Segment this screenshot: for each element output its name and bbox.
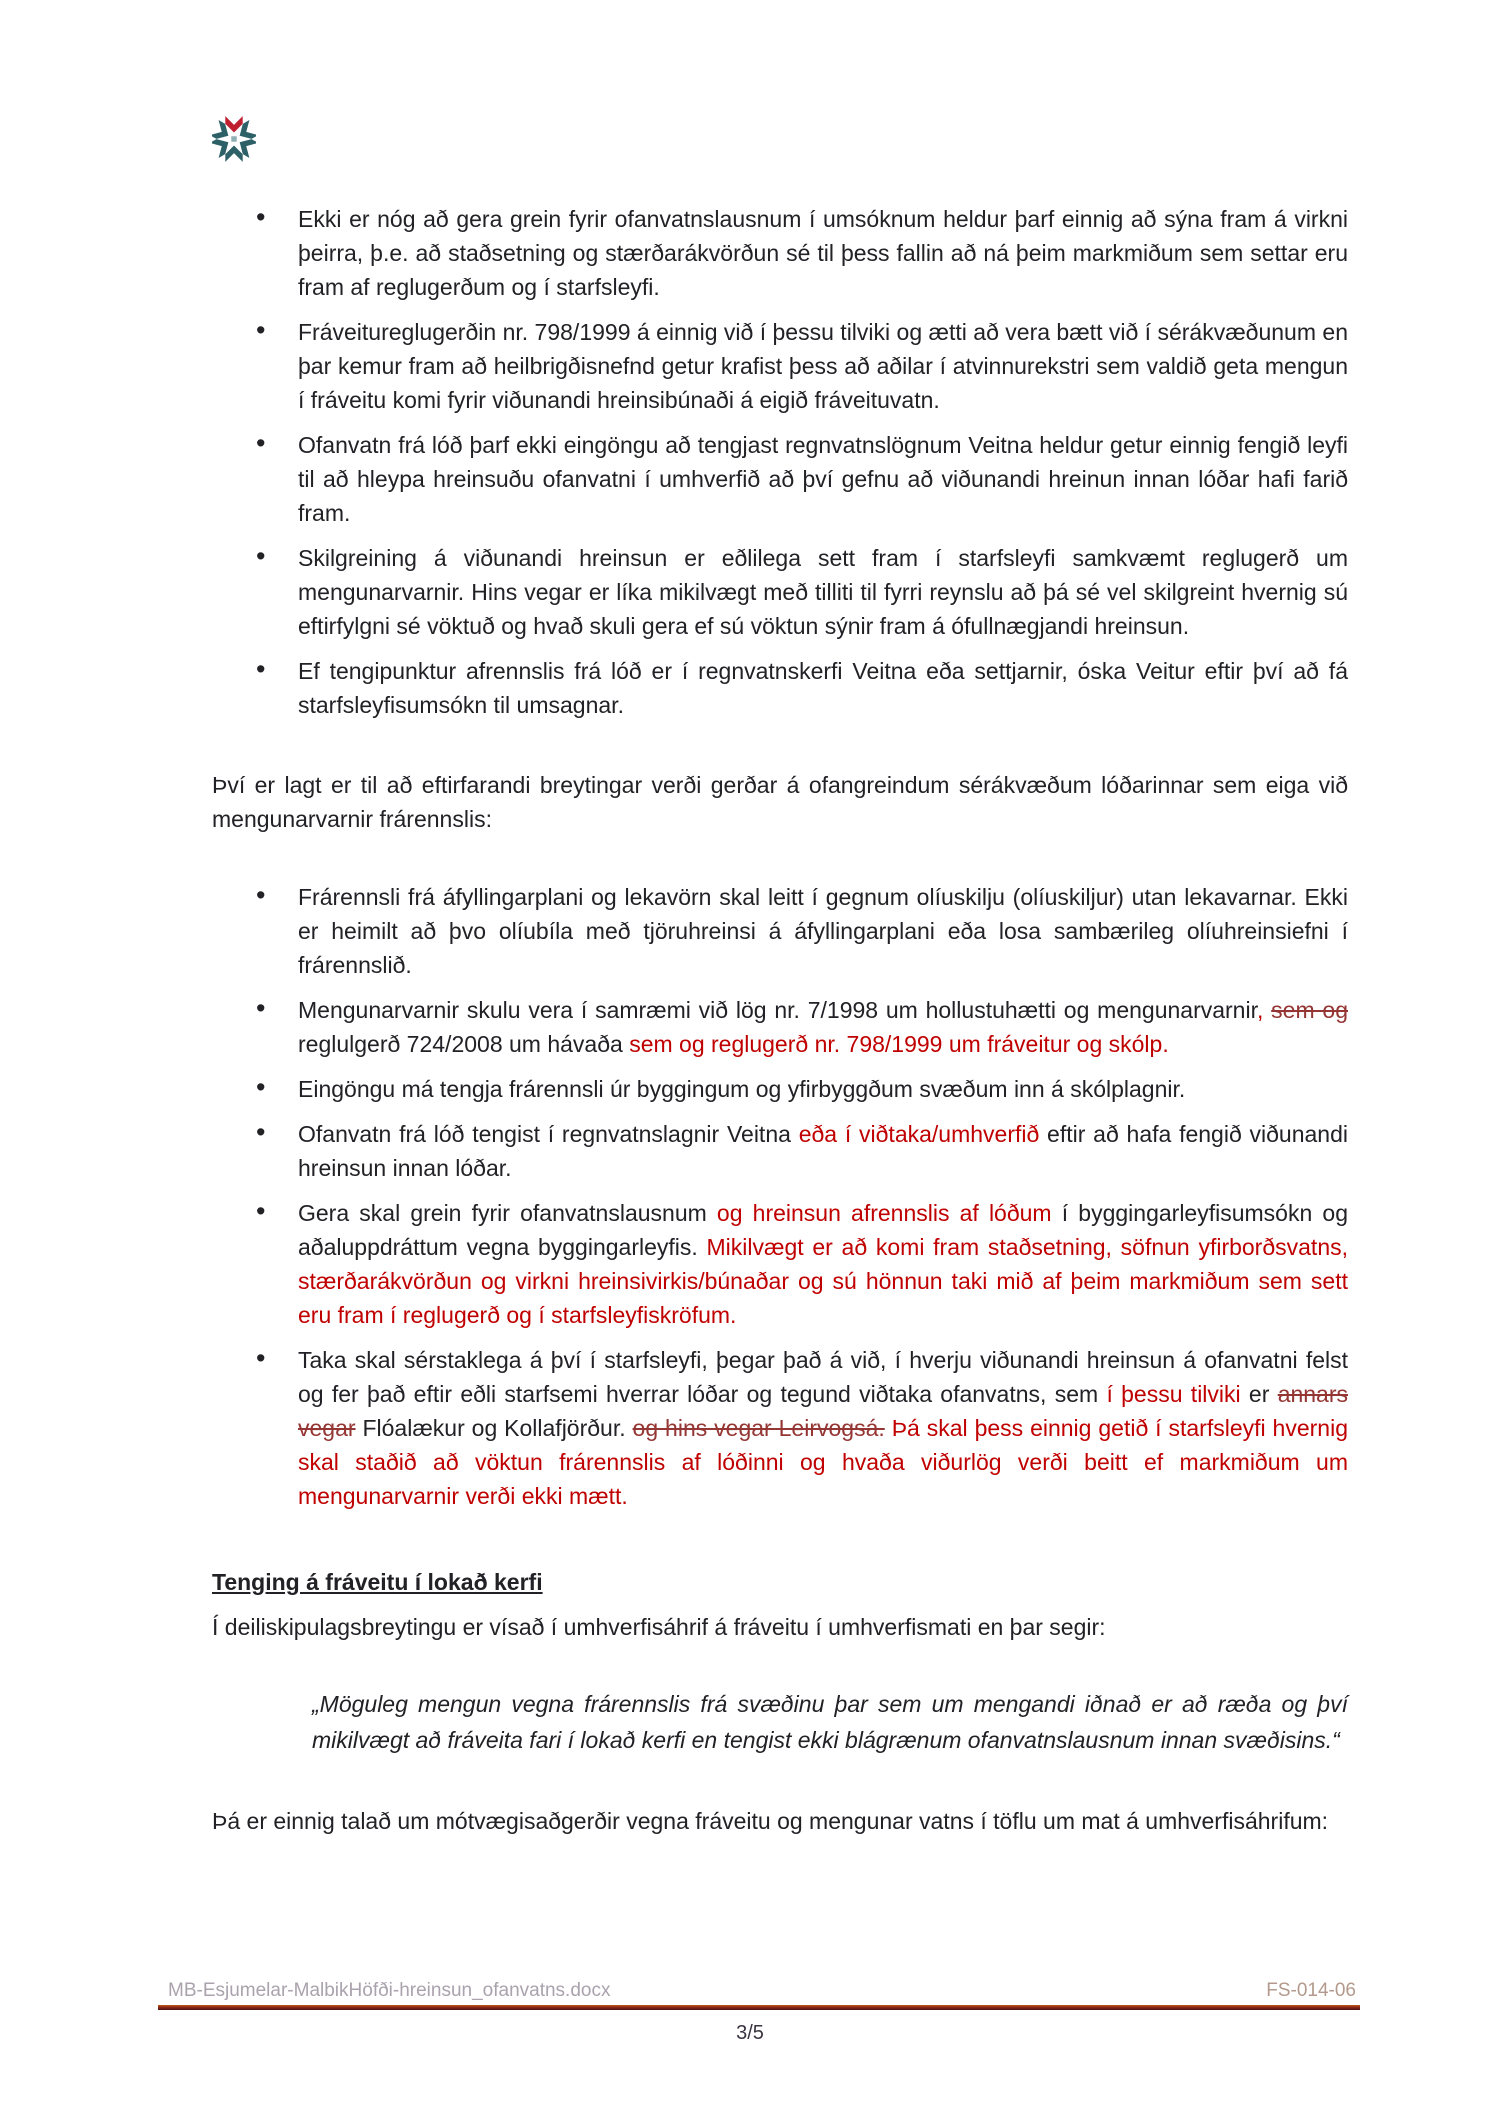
- motvaegis-paragraph: [212, 1804, 1348, 1838]
- bullet-list-amendments: [212, 880, 1348, 1513]
- text-run: reglulgerð 724/2008 um hávaða: [298, 1031, 630, 1057]
- revision-text-run: sem og reglugerð nr. 798/1999 um fráveitur og skólp.: [629, 1031, 1169, 1057]
- text-run: Því er lagt er til að eftirfarandi breytingar verði gerðar á ofangreindum sérákvæðum lóðarinnar sem eiga við mengunarvarnir frárennslis:: [212, 772, 1348, 832]
- revision-text-run: [885, 1415, 892, 1441]
- revision-text-run: Mikilvægt er að komi fram staðsetning, söfnun yfirborðsvatns, stærðarákvörðun og virkni hreinsivirkis/búnaðar og sú hönnun taki mið af þeim markmiðum sem sett eru fram í reglugerð og í starfsleyfiskröfum.: [298, 1234, 1348, 1328]
- bullet-item: [298, 1343, 1348, 1513]
- bullet-item: [298, 315, 1348, 417]
- bullet-item: [298, 880, 1348, 982]
- text-run: Skilgreining á viðunandi hreinsun er eðlilega sett fram í starfsleyfi samkvæmt reglugerð um mengunarvarnir. Hins vegar er líka mikilvægt með tilliti til fyrri reynslu að þá sé vel skilgreint hvernig sú eftirfylgni sé vöktuð og hvað skuli gera ef sú vöktun sýnir fram á ófullnægjandi hreinsun.: [298, 545, 1348, 639]
- footer-rule: [158, 2005, 1360, 2010]
- bullet-item: [298, 1072, 1348, 1106]
- text-run: Fráveitureglugerðin nr. 798/1999 á einnig við í þessu tilviki og ætti að vera bætt við í sérákvæðunum en þar kemur fram að heilbrigðisnefnd getur krafist þess að aðilar í atvinnurekstri sem valdið geta mengun í fráveitu komi fyrir viðunandi hreinsibúnaði á eigið fráveituvatn.: [298, 319, 1348, 413]
- text-run: Ekki er nóg að gera grein fyrir ofanvatnslausnum í umsóknum heldur þarf einnig að sýna fram á virkni þeirra, þ.e. að staðsetning og stærðarákvörðun sé til þess fallin að ná þeim markmiðum sem settar eru fram af reglugerðum og í starfsleyfi.: [298, 206, 1348, 300]
- deleted-text-run: annars vegar: [298, 1381, 1349, 1441]
- text-run: eftir að hafa fengið viðunandi hreinsun innan lóðar.: [298, 1121, 1349, 1181]
- text-run: Frárennsli frá áfyllingarplani og lekavörn skal leitt í gegnum olíuskilju (olíuskiljur) utan lekavarnar. Ekki er heimilt að þvo olíubíla með tjöruhreinsi á áfyllingarplani eða losa sambærileg olíuhreinsiefni í frárennslið.: [298, 884, 1348, 978]
- intro-paragraph: [212, 768, 1348, 836]
- text-run: Ef tengipunktur afrennslis frá lóð er í regnvatnskerfi Veitna eða settjarnir, óska Veitur eftir því að fá starfsleyfisumsókn til umsagnar.: [298, 658, 1348, 718]
- text-run: Flóalækur og Kollafjörður.: [355, 1415, 633, 1441]
- footer-form-code: FS-014-06: [1266, 1980, 1356, 2001]
- deiliskipulag-paragraph: [212, 1610, 1348, 1644]
- text-run: Ofanvatn frá lóð þarf ekki eingöngu að tengjast regnvatnslögnum Veitna heldur getur einnig fengið leyfi til að hleypa hreinsuðu ofanvatni í umhverfið að því gefnu að viðunandi hreinun innan lóðar hafi farið fram.: [298, 432, 1348, 526]
- bullet-item: [298, 541, 1348, 643]
- revision-text-run: og hreinsun afrennslis af lóðum: [716, 1200, 1052, 1226]
- bullet-item: [298, 1117, 1348, 1185]
- bullet-item: [298, 654, 1348, 722]
- environmental-quote: [312, 1686, 1348, 1758]
- footer-filename: MB-Esjumelar-MalbikHöfði-hreinsun_ofanvatns.docx: [168, 1980, 611, 2001]
- revision-text-run: í þessu tilviki: [1106, 1381, 1241, 1407]
- deleted-text-run: og hins vegar Leirvogsá.: [632, 1415, 885, 1441]
- section-heading: Tenging á fráveitu í lokað kerfi: [212, 1569, 543, 1595]
- revision-text-run: Þá skal þess einnig getið í starfsleyfi hvernig skal staðið að vöktun frárennslis af lóðinni og hvaða viðurlög verði beitt ef markmiðum um mengunarvarnir verði ekki mætt.: [298, 1415, 1348, 1509]
- text-run: Þá er einnig talað um mótvægisaðgerðir vegna fráveitu og mengunar vatns í töflu um mat á umhverfisáhrifum:: [212, 1808, 1329, 1834]
- page-number: 3/5: [736, 2022, 764, 2044]
- text-run: Ofanvatn frá lóð tengist í regnvatnslagnir Veitna: [298, 1121, 799, 1147]
- deleted-text-run: sem og: [1271, 997, 1348, 1023]
- text-run: „Möguleg mengun vegna frárennslis frá svæðinu þar sem um mengandi iðnað er að ræða og því mikilvægt að fráveita fari í lokað kerfi en tengist ekki blágrænum ofanvatnslausnum innan svæðisins.“: [312, 1691, 1348, 1753]
- revision-text-run: eða í viðtaka/umhverfið: [798, 1121, 1040, 1147]
- text-run: er: [1240, 1381, 1278, 1407]
- bullet-item: [298, 202, 1348, 304]
- document-body: [212, 0, 1348, 1838]
- text-run: Í deiliskipulagsbreytingu er vísað í umhverfisáhrif á fráveitu í umhverfismati en þar segir:: [212, 1614, 1106, 1640]
- text-run: Taka skal sérstaklega á því í starfsleyfi, þegar það á við, í hverju viðunandi hreinsun á ofanvatni felst og fer það eftir eðli starfsemi hverrar lóðar og tegund viðtaka ofanvatns, sem: [298, 1347, 1348, 1407]
- text-run: Mengunarvarnir skulu vera í samræmi við lög nr. 7/1998 um hollustuhætti og mengunarvarnir: [298, 997, 1257, 1023]
- text-run: í byggingarleyfisumsókn og aðaluppdráttum vegna byggingarleyfis.: [298, 1200, 1348, 1260]
- bullet-item: [298, 993, 1348, 1061]
- footer-text-row: [158, 1980, 1360, 2005]
- revision-text-run: ,: [1256, 997, 1264, 1023]
- text-run: Eingöngu má tengja frárennsli úr byggingum og yfirbyggðum svæðum inn á skólplagnir.: [298, 1076, 1186, 1102]
- bullet-item: [298, 428, 1348, 530]
- bullet-item: [298, 1196, 1348, 1332]
- bullet-list-comments: [212, 202, 1348, 722]
- page-footer: [158, 1980, 1360, 2010]
- text-run: [1263, 997, 1271, 1023]
- text-run: Gera skal grein fyrir ofanvatnslausnum: [298, 1200, 717, 1226]
